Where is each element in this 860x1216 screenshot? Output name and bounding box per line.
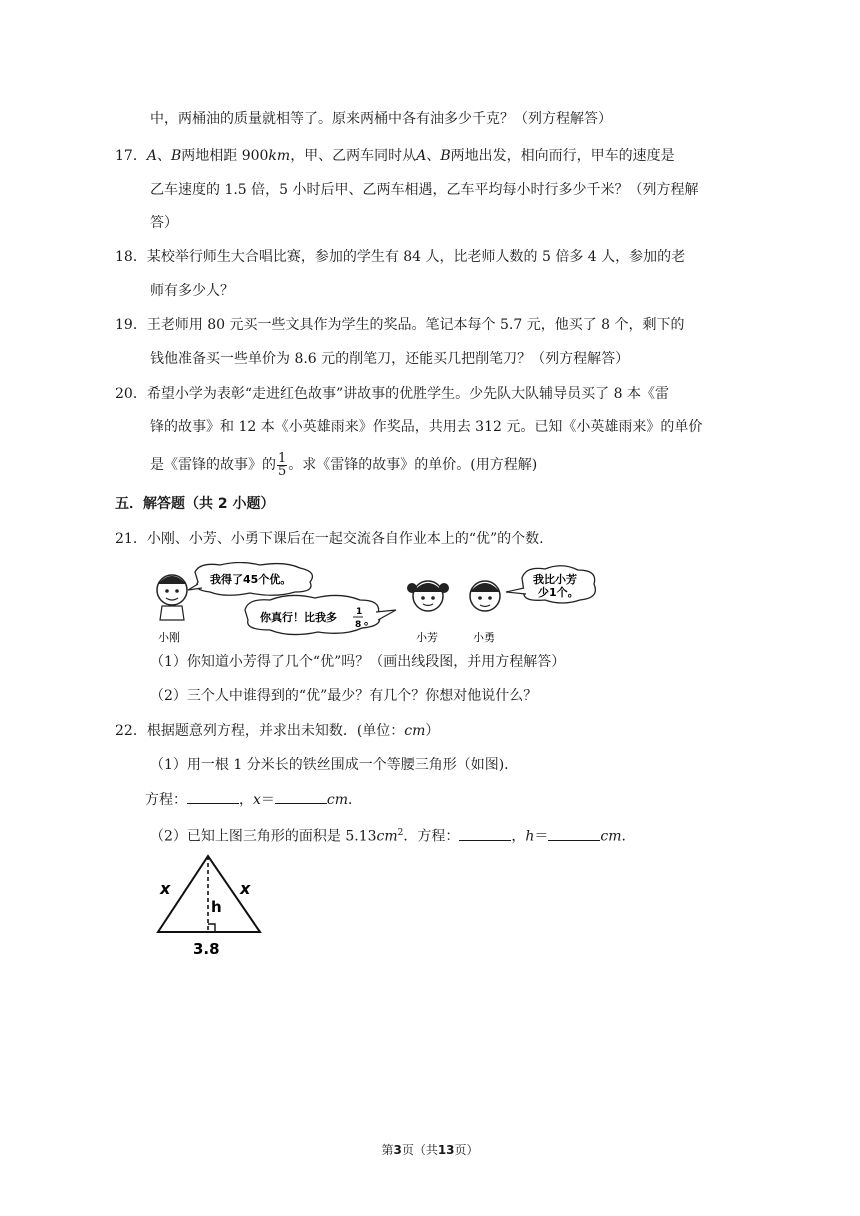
height-label: h	[211, 898, 222, 916]
point-a: A	[146, 148, 157, 164]
side-label-left: x	[160, 879, 171, 898]
answer-blank-equation-2[interactable]	[459, 826, 511, 841]
kid-xiaogang-icon	[157, 575, 187, 620]
separator: 、	[156, 148, 171, 164]
page-footer	[0, 1141, 860, 1158]
kid-xiaofang-icon	[407, 581, 449, 611]
question-number: 22．	[115, 723, 147, 739]
question-21-line-1	[115, 529, 544, 549]
unit-cm: cm	[376, 828, 398, 845]
question-20-line-1	[115, 384, 669, 404]
speech-bubble-3	[506, 566, 595, 603]
base-label: 3.8	[193, 940, 220, 958]
bubble-2-end: 。	[364, 614, 375, 627]
current-page: 3	[393, 1143, 402, 1157]
kid-xiaoyong-icon	[470, 581, 500, 611]
section-5-heading: 五．解答题（共 2 小题）	[115, 496, 275, 512]
separator: ，	[511, 828, 526, 845]
bubble-1-text: 我得了45个优。	[210, 573, 292, 586]
point-a: A	[416, 148, 427, 164]
answer-blank-x[interactable]	[275, 789, 327, 804]
question-21-sub-2: （2）三个人中谁得到的“优”最少？有几个？你想对他说什么？	[150, 688, 538, 704]
q16-tail-text: 中，两桶油的质量就相等了。原来两桶中各有油多少千克？（列方程解答）	[150, 111, 612, 127]
text: 王老师用 80 元买一些文具作为学生的奖品。笔记本每个 5.7 元，他买了 8 个，剩下的	[146, 317, 685, 333]
text: 根据题意列方程，并求出未知数．(单位：	[146, 723, 405, 739]
text: 某校举行师生大合唱比赛，参加的学生有 84 人，比老师人数的 5 倍多 4 人，参加的老	[146, 249, 686, 265]
text: 是《雷锋的故事》的	[150, 457, 276, 473]
name-xiaogang: 小刚	[158, 631, 180, 644]
text: 两地相距 900	[181, 148, 269, 164]
text: 希望小学为表彰“走进红色故事”讲故事的优胜学生。少先队大队辅导员买了 8 本《雷	[146, 386, 669, 402]
denominator: 5	[278, 463, 287, 479]
numerator: 1	[278, 450, 287, 466]
comic-illustration	[150, 562, 615, 650]
equals: ＝	[260, 792, 275, 808]
speech-bubble-1	[188, 563, 312, 596]
question-20-line-2: 锋的故事》和 12 本《小英雄雨来》作奖品，共用去 312 元。已知《小英雄雨来》的单价	[150, 419, 703, 435]
unit-cm: cm	[326, 792, 349, 808]
unit-cm: cm	[404, 723, 426, 739]
variable-h: h	[525, 828, 535, 845]
text: 小刚、小芳、小勇下课后在一起交流各自作业本上的“优”的个数.	[146, 531, 544, 547]
question-number: 18．	[115, 249, 147, 265]
text: ．方程：	[403, 828, 460, 845]
total-pages: 13	[437, 1143, 455, 1157]
exponent: 2	[397, 828, 404, 838]
question-number: 21．	[115, 531, 147, 547]
answer-blank-equation[interactable]	[187, 789, 239, 804]
period: ．	[621, 828, 636, 845]
question-19-line-1	[115, 315, 685, 335]
text: 、	[426, 148, 441, 164]
footer-text: 第	[381, 1143, 394, 1157]
question-18-line-2: 师有多少人？	[150, 283, 234, 299]
question-number: 20．	[115, 386, 147, 402]
point-b: B	[170, 148, 182, 164]
bubble-2-fraction-denominator: 8	[355, 620, 362, 630]
bubble-3-line-2: 少1个。	[538, 586, 579, 599]
text: 两地出发，相向而行，甲车的速度是	[450, 148, 675, 164]
question-22-line-1	[115, 721, 439, 741]
isosceles-triangle-figure	[150, 852, 275, 960]
question-22-sub-1: （1）用一根 1 分米长的铁丝围成一个等腰三角形（如图)．	[150, 757, 519, 773]
unit-cm: cm	[600, 828, 622, 845]
question-22-equation-1	[145, 789, 362, 810]
text: （2）已知上图三角形的面积是 5.13	[150, 828, 377, 845]
name-xiaoyong: 小勇	[473, 631, 495, 644]
bubble-2-fraction-numerator: 1	[356, 607, 363, 617]
bubble-2-text: 你真行！比我多	[260, 611, 337, 624]
footer-text: 页（共	[401, 1143, 438, 1157]
variable-x: x	[253, 792, 261, 808]
separator: ，	[239, 792, 253, 808]
question-18-line-1	[115, 247, 685, 267]
question-17-line-3: 答）	[150, 215, 178, 231]
question-17-line-1	[115, 146, 675, 166]
speech-bubble-2	[245, 595, 396, 634]
question-19-line-2: 钱他准备买一些单价为 8.6 元的削笔刀，还能买几把削笔刀？（列方程解答）	[150, 351, 630, 367]
answer-blank-h[interactable]	[548, 826, 600, 841]
equals: ＝	[534, 828, 549, 845]
text: 。求《雷锋的故事》的单价。(用方程解)	[288, 457, 538, 473]
text: ，甲、乙两车同时从	[290, 148, 417, 164]
label: 方程：	[145, 792, 187, 808]
footer-text: 页）	[454, 1143, 479, 1157]
bubble-3-line-1: 我比小芳	[533, 573, 577, 586]
point-b: B	[440, 148, 451, 164]
fraction-one-fifth	[277, 450, 287, 479]
question-number: 19．	[115, 317, 147, 333]
question-21-sub-1: （1）你知道小芳得了几个“优”吗？（画出线段图，并用方程解答）	[150, 654, 566, 670]
question-22-sub-2	[150, 823, 636, 847]
question-17-line-2: 乙车速度的 1.5 倍，5 小时后甲、乙两车相遇，乙车平均每小时行多少千米？（列方程解	[150, 182, 699, 198]
name-xiaofang: 小芳	[416, 631, 438, 644]
question-number: 17．	[115, 148, 147, 164]
side-label-right: x	[240, 879, 251, 898]
period: ．	[348, 792, 363, 808]
text: ）	[425, 723, 440, 739]
unit-km: km	[268, 148, 291, 164]
question-20-line-3	[150, 452, 537, 478]
